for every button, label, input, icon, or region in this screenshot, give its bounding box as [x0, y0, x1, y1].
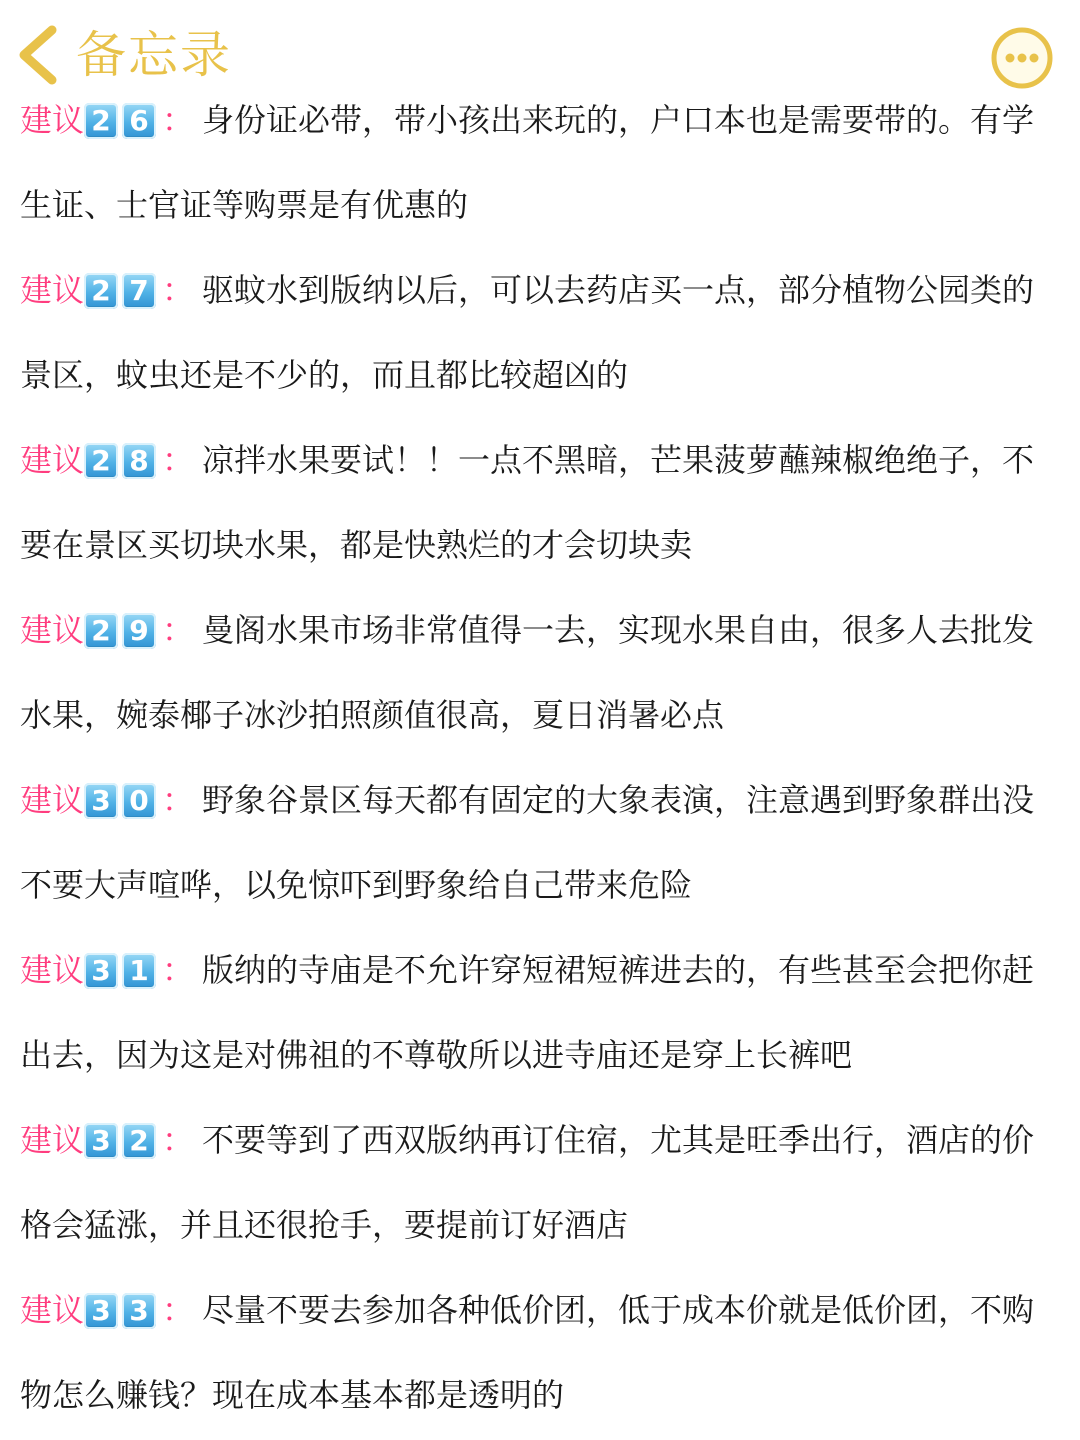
note-body	[20, 78, 1060, 1438]
tip-item-28	[20, 418, 1060, 588]
keycap-digit: 3	[122, 1293, 156, 1329]
tip-text: 不要等到了西双版纳再订住宿，尤其是旺季出行，酒店的价格会猛涨，并且还很抢手，要提前订好酒店	[20, 1121, 1035, 1244]
tip-item-27	[20, 248, 1060, 418]
keycap-digit: 2	[84, 273, 118, 309]
keycap-digit: 1	[122, 953, 156, 989]
tip-item-26	[20, 78, 1060, 248]
tip-label: 建议	[20, 951, 85, 989]
tip-number-keycap	[84, 1267, 160, 1352]
keycap-digit: 3	[84, 953, 118, 989]
tip-colon: ：	[162, 1121, 195, 1159]
tip-text: 身份证必带，带小孩出来玩的，户口本也是需要带的。有学生证、士官证等购票是有优惠的	[20, 101, 1035, 224]
tip-colon: ：	[162, 951, 195, 989]
tip-label: 建议	[20, 781, 85, 819]
tip-colon: ：	[162, 101, 195, 139]
tip-item-31	[20, 928, 1060, 1098]
tip-label: 建议	[20, 101, 85, 139]
tip-label: 建议	[20, 1291, 85, 1329]
keycap-digit: 8	[122, 443, 156, 479]
tip-colon: ：	[162, 611, 195, 649]
tip-colon: ：	[162, 781, 195, 819]
keycap-digit: 3	[84, 783, 118, 819]
tip-text: 凉拌水果要试！！一点不黑暗，芒果菠萝蘸辣椒绝绝子，不要在景区买切块水果，都是快熟烂的才会切块卖	[20, 441, 1035, 564]
page-title: 备忘录	[76, 26, 232, 84]
tip-number-keycap	[84, 417, 160, 502]
tip-text: 尽量不要去参加各种低价团，低于成本价就是低价团，不购物怎么赚钱？现在成本基本都是透明的	[20, 1291, 1035, 1414]
tip-item-30	[20, 758, 1060, 928]
keycap-digit: 2	[84, 103, 118, 139]
tip-text: 曼阁水果市场非常值得一去，实现水果自由，很多人去批发水果，婉泰椰子冰沙拍照颜值很高，夏日消暑必点	[20, 611, 1035, 734]
tip-colon: ：	[162, 271, 195, 309]
tip-number-keycap	[84, 1097, 160, 1182]
tip-item-32	[20, 1098, 1060, 1268]
tip-item-33	[20, 1268, 1060, 1438]
tip-label: 建议	[20, 611, 85, 649]
tip-text: 野象谷景区每天都有固定的大象表演，注意遇到野象群出没不要大声喧哗，以免惊吓到野象给自己带来危险	[20, 781, 1035, 904]
back-button[interactable]	[10, 24, 66, 86]
keycap-digit: 3	[84, 1293, 118, 1329]
chevron-left-icon	[10, 24, 66, 86]
tip-label: 建议	[20, 271, 85, 309]
tip-label: 建议	[20, 1121, 85, 1159]
tip-number-keycap	[84, 587, 160, 672]
tip-colon: ：	[162, 441, 195, 479]
tip-text: 驱蚊水到版纳以后，可以去药店买一点，部分植物公园类的景区，蚊虫还是不少的，而且都比较超凶的	[20, 271, 1035, 394]
tip-number-keycap	[84, 757, 160, 842]
keycap-digit: 3	[84, 1123, 118, 1159]
tip-number-keycap	[84, 247, 160, 332]
keycap-digit: 2	[122, 1123, 156, 1159]
keycap-digit: 6	[122, 103, 156, 139]
tip-text: 版纳的寺庙是不允许穿短裙短裤进去的，有些甚至会把你赶出去，因为这是对佛祖的不尊敬所以进寺庙还是穿上长裤吧	[20, 951, 1035, 1074]
tip-colon: ：	[162, 1291, 195, 1329]
keycap-digit: 0	[122, 783, 156, 819]
tip-number-keycap	[84, 927, 160, 1012]
keycap-digit: 2	[84, 613, 118, 649]
tip-number-keycap	[84, 77, 160, 162]
keycap-digit: 7	[122, 273, 156, 309]
keycap-digit: 9	[122, 613, 156, 649]
keycap-digit: 2	[84, 443, 118, 479]
tip-item-29	[20, 588, 1060, 758]
tip-label: 建议	[20, 441, 85, 479]
